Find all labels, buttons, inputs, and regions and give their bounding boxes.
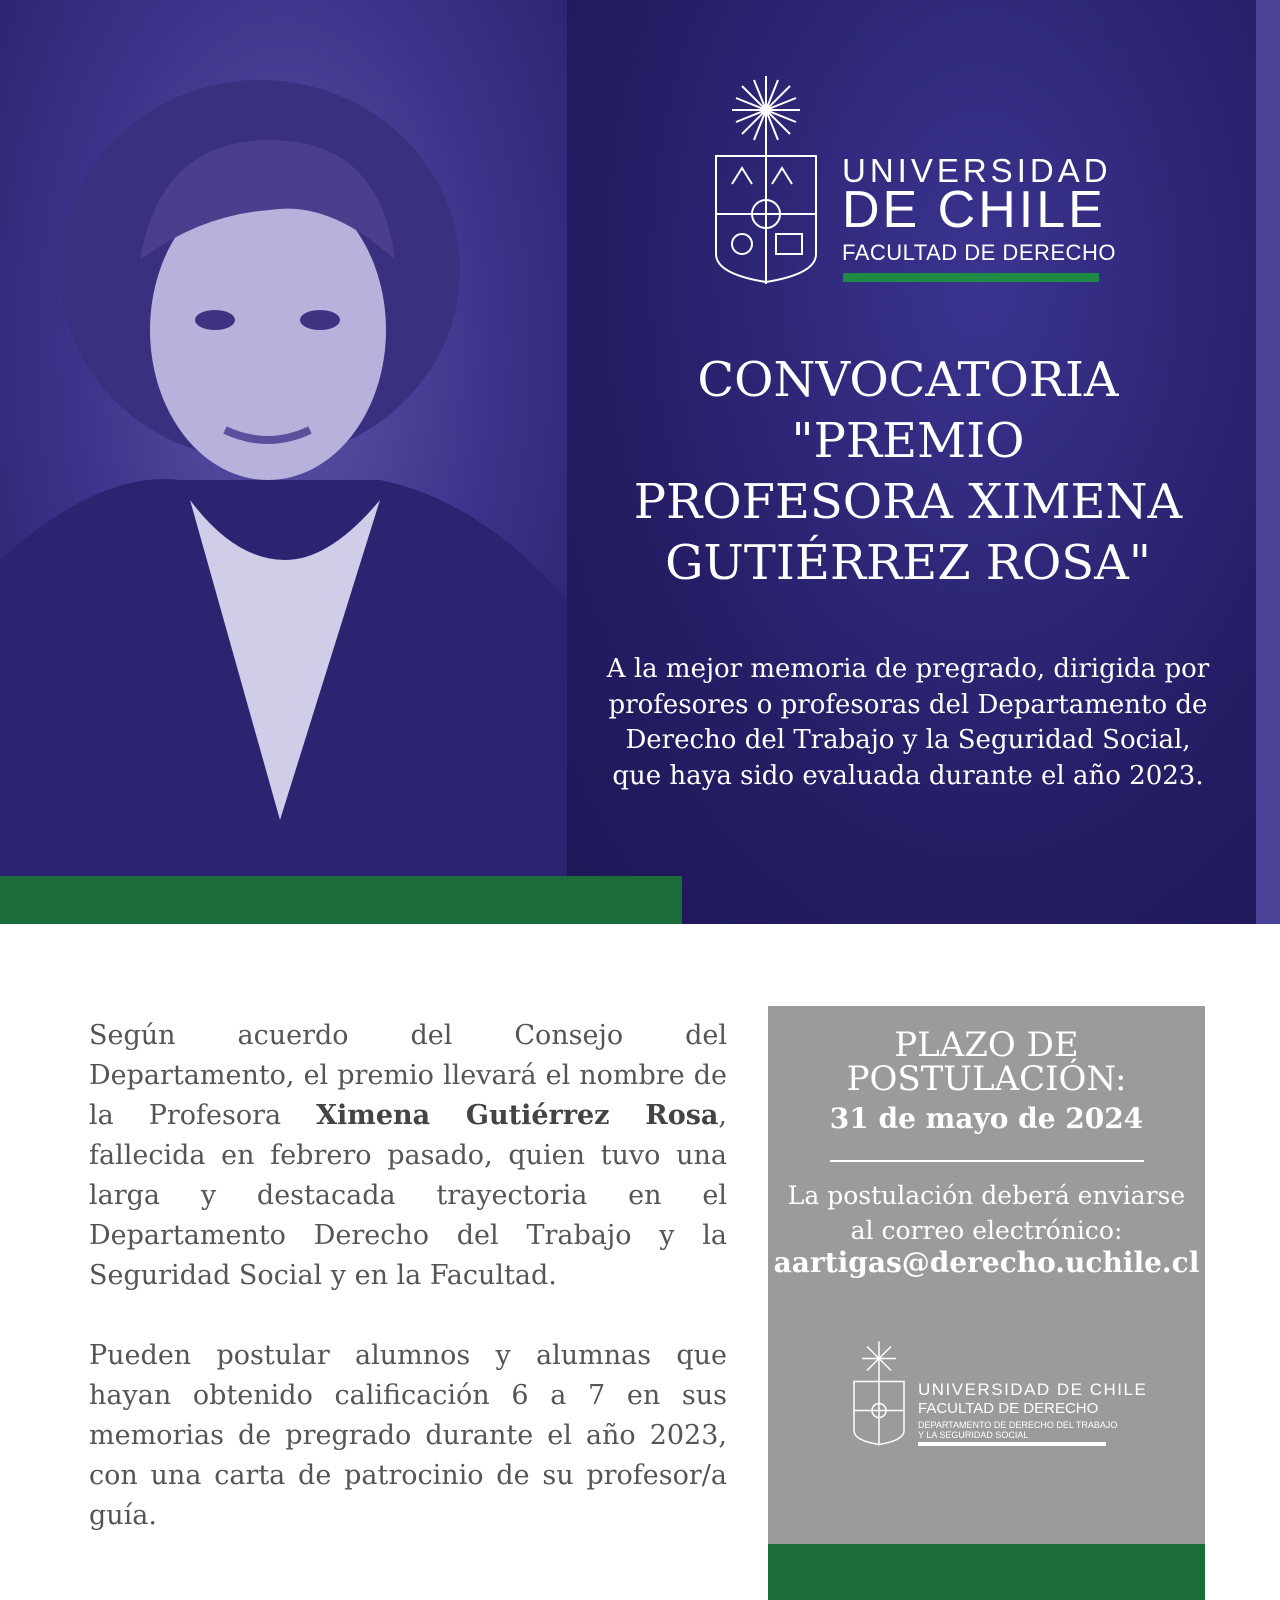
deadline-date: 31 de mayo de 2024: [829, 1102, 1144, 1135]
edge-strip: [1256, 0, 1280, 924]
body-text: [89, 1016, 727, 1576]
logo-line-universidad: UNIVERSIDAD: [842, 152, 1112, 189]
university-crest-icon: [712, 74, 820, 288]
footer-logo-underline: [918, 1442, 1106, 1446]
page-title: [590, 350, 1226, 594]
instruction-line: La postulación deberá enviarse: [787, 1181, 1186, 1210]
title-line: "PREMIO: [791, 413, 1025, 469]
university-crest-icon: [852, 1340, 906, 1448]
deadline-label: [768, 1025, 1205, 1099]
text: Según acuerdo del Consejo del Departamento, el premio llevará el nombre de la Profesora: [89, 1020, 727, 1131]
professor-name: Ximena Gutiérrez Rosa: [316, 1100, 719, 1131]
footer-logo-faculty: FACULTAD DE DERECHO: [918, 1400, 1099, 1417]
award-description: A la mejor memoria de pregrado, dirigida por profesores o profesoras del Departamento de Derecho del Trabajo y la Seguridad Social, que haya sido evaluada durante el año 2023.: [606, 654, 1210, 791]
text: , fallecida en febrero pasado, quien tuvo una larga y destacada trayectoria en el Departamento Derecho del Trabajo y la Seguridad Social y en la Facultad.: [89, 1100, 727, 1291]
paragraph-eligibility: Pueden postular alumnos y alumnas que hayan obtenido calificación 6 a 7 en sus memorias de pregrado durante el año 2023, con una carta de patrocinio de su profesor/a guía.: [89, 1340, 727, 1531]
footer-logo-university: UNIVERSIDAD DE CHILE: [918, 1380, 1148, 1399]
logo-line-facultad: FACULTAD DE DERECHO: [842, 240, 1116, 265]
logo-green-underline: [843, 273, 1099, 282]
title-line: GUTIÉRREZ ROSA": [665, 535, 1151, 591]
logo-line-de-chile: DE CHILE: [842, 181, 1106, 239]
deadline-label-line: POSTULACIÓN:: [846, 1059, 1127, 1099]
department-line: DEPARTAMENTO DE DERECHO DEL TRABAJO: [918, 1420, 1118, 1430]
portrait-photo: [0, 0, 567, 876]
footer-logo-department: [918, 1420, 1117, 1440]
deadline-label-line: PLAZO DE: [894, 1025, 1079, 1065]
green-accent-bar: [0, 876, 682, 924]
contact-email-link[interactable]: aartigas@derecho.uchile.cl: [773, 1246, 1200, 1279]
deadline-box-green-footer: [768, 1544, 1205, 1600]
paragraph-agreement: [89, 1016, 727, 1296]
divider: [830, 1160, 1144, 1162]
department-line: Y LA SEGURIDAD SOCIAL: [918, 1430, 1029, 1440]
title-line: PROFESORA XIMENA: [633, 474, 1183, 530]
instruction-line: al correo electrónico:: [850, 1216, 1123, 1245]
title-line: CONVOCATORIA: [697, 352, 1119, 408]
submission-instructions: [768, 1178, 1205, 1248]
